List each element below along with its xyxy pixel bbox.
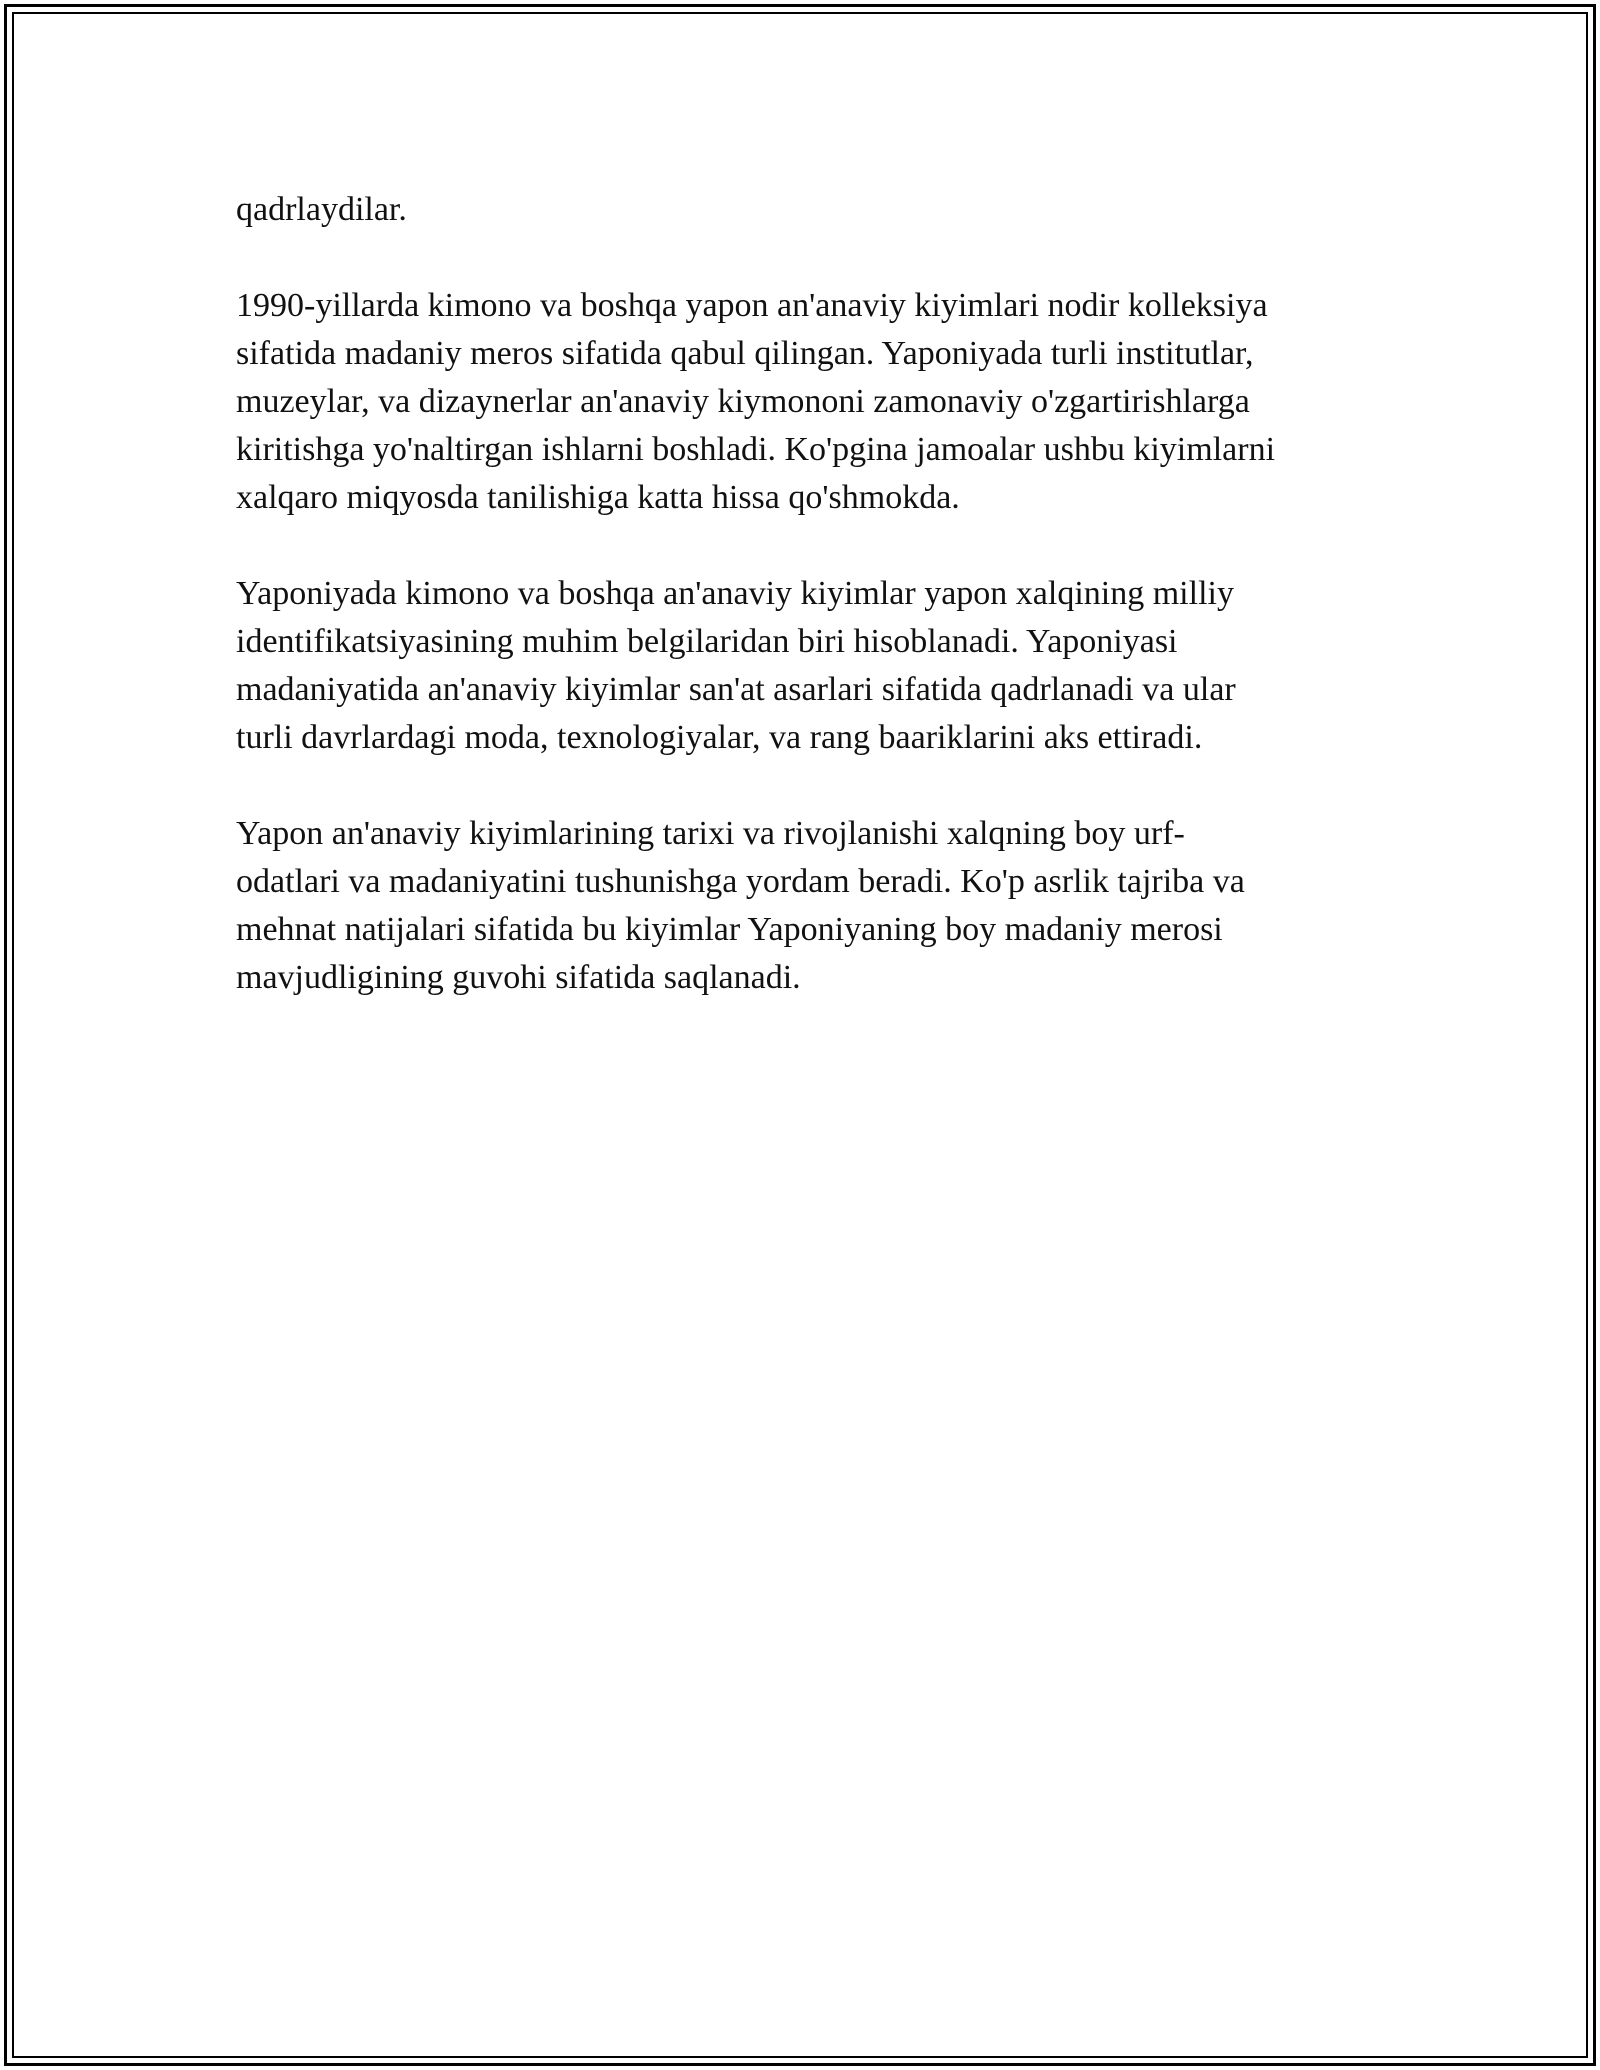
paragraph-2: 1990-yillarda kimono va boshqa yapon an'anaviy kiyimlari nodir kolleksiya sifatida madaniy meros sifatida qabul qilingan. Yaponiyada turli institutlar, muzeylar, va dizaynerlar an'anaviy kiymononi zamonaviy o'zgartirishlarga kiritishga yo'naltirgan ishlarni boshladi. Ko'pgina jamoalar ushbu kiyimlarni xalqaro miqyosda tanilishiga katta hissa qo'shmokda.: [236, 287, 1276, 516]
paragraph-3: Yaponiyada kimono va boshqa an'anaviy kiyimlar yapon xalqining milliy identifikatsiyasining muhim belgilaridan biri hisoblanadi. Yaponiyasi madaniyatida an'anaviy kiyimlar san'at asarlari sifatida qadrlanadi va ular turli davrlardagi moda, texnologiyalar, va rang baariklarini aks ettiradi.: [236, 575, 1236, 756]
document-body: [236, 186, 1376, 1050]
paragraph-4: Yapon an'anaviy kiyimlarining tarixi va rivojlanishi xalqning boy urf- odatlari va madaniyatini tushunishga yordam beradi. Ko'p asrlik tajriba va mehnat natijalari sifatida bu kiyimlar Yaponiyaning boy madaniy merosi mavjudligining guvohi sifatida saqlanadi.: [236, 815, 1245, 996]
paragraph-1: qadrlaydilar.: [236, 191, 407, 228]
